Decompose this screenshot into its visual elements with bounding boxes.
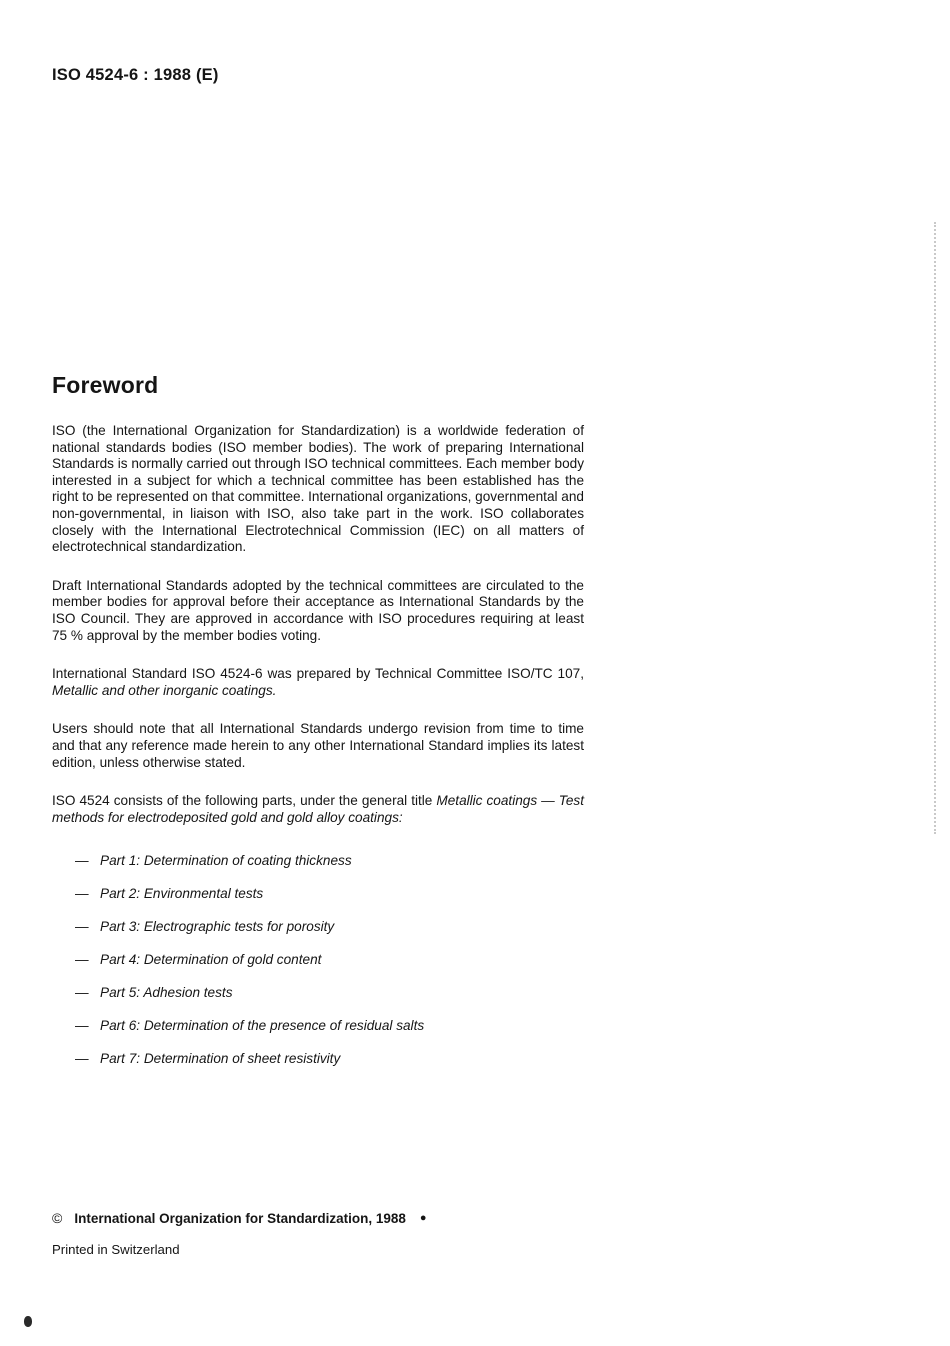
dash: — bbox=[75, 919, 89, 935]
page-title: Foreword bbox=[52, 372, 159, 398]
bullet-icon: ● bbox=[419, 1212, 427, 1224]
paragraph-parts-intro bbox=[52, 793, 584, 826]
paragraph-revision-note: Users should note that all International Standards undergo revision from time to time and that any reference made herein to any other International Standard implies its latest edition, unless otherwise stated. bbox=[52, 721, 584, 770]
paragraph-parts-intro-text: ISO 4524 consists of the following parts, under the general title bbox=[52, 793, 437, 809]
general-title-italic: Metallic coatings — Test methods for electrodeposited gold and gold alloy coatings: bbox=[52, 793, 584, 825]
list-item bbox=[52, 852, 584, 869]
copyright-icon: © bbox=[52, 1210, 63, 1226]
committee-title-italic: Metallic and other inorganic coatings. bbox=[52, 682, 277, 698]
part-label: Part 6: Determination of the presence of residual salts bbox=[100, 1018, 425, 1034]
paragraph-prepared-by bbox=[52, 666, 584, 699]
part-label: Part 2: Environmental tests bbox=[100, 886, 264, 902]
part-label: Part 5: Adhesion tests bbox=[100, 985, 233, 1001]
paragraph-iso-federation: ISO (the International Organization for Standardization) is a worldwide federation of national standards bodies (ISO member bodies). The work of preparing International Standards is normally carried out through ISO technical committees. Each member body interested in a subject for which a technical committee has been established has the right to be represented on that committee. International organizations, governmental and non-governmental, in liaison with ISO, also take part in the work. ISO collaborates closely with the International Electrotechnical Commission (IEC) on all matters of electrotechnical standardization. bbox=[52, 423, 584, 555]
dash: — bbox=[75, 1051, 89, 1067]
part-label: Part 7: Determination of sheet resistivity bbox=[100, 1051, 341, 1067]
footer-copyright bbox=[52, 1210, 427, 1226]
list-item bbox=[52, 1017, 584, 1034]
document-header: ISO 4524-6 : 1988 (E) bbox=[52, 66, 219, 84]
part-label: Part 1: Determination of coating thickness bbox=[100, 853, 352, 869]
dash: — bbox=[75, 985, 89, 1001]
dash: — bbox=[75, 886, 89, 902]
printed-in-text: Printed in Switzerland bbox=[52, 1242, 180, 1257]
scan-artifact-dotted-line bbox=[934, 222, 936, 834]
list-item bbox=[52, 1050, 584, 1067]
dash: — bbox=[75, 1018, 89, 1034]
list-item bbox=[52, 885, 584, 902]
paragraph-prepared-by-text: International Standard ISO 4524-6 was prepared by Technical Committee ISO/TC 107, bbox=[52, 666, 584, 682]
dash: — bbox=[75, 952, 89, 968]
parts-list bbox=[52, 852, 584, 1067]
copyright-text: International Organization for Standardization, 1988 bbox=[74, 1210, 406, 1226]
document-body bbox=[52, 372, 584, 1083]
scan-artifact-mark bbox=[24, 1316, 32, 1327]
part-label: Part 3: Electrographic tests for porosity bbox=[100, 919, 335, 935]
paragraph-draft-standards: Draft International Standards adopted by the technical committees are circulated to the member bodies for approval before their acceptance as International Standards by the ISO Council. They are approved in accordance with ISO procedures requiring at least 75 % approval by the member bodies voting. bbox=[52, 577, 584, 643]
list-item bbox=[52, 951, 584, 968]
part-label: Part 4: Determination of gold content bbox=[100, 952, 322, 968]
dash: — bbox=[75, 853, 89, 869]
list-item bbox=[52, 918, 584, 935]
list-item bbox=[52, 984, 584, 1001]
